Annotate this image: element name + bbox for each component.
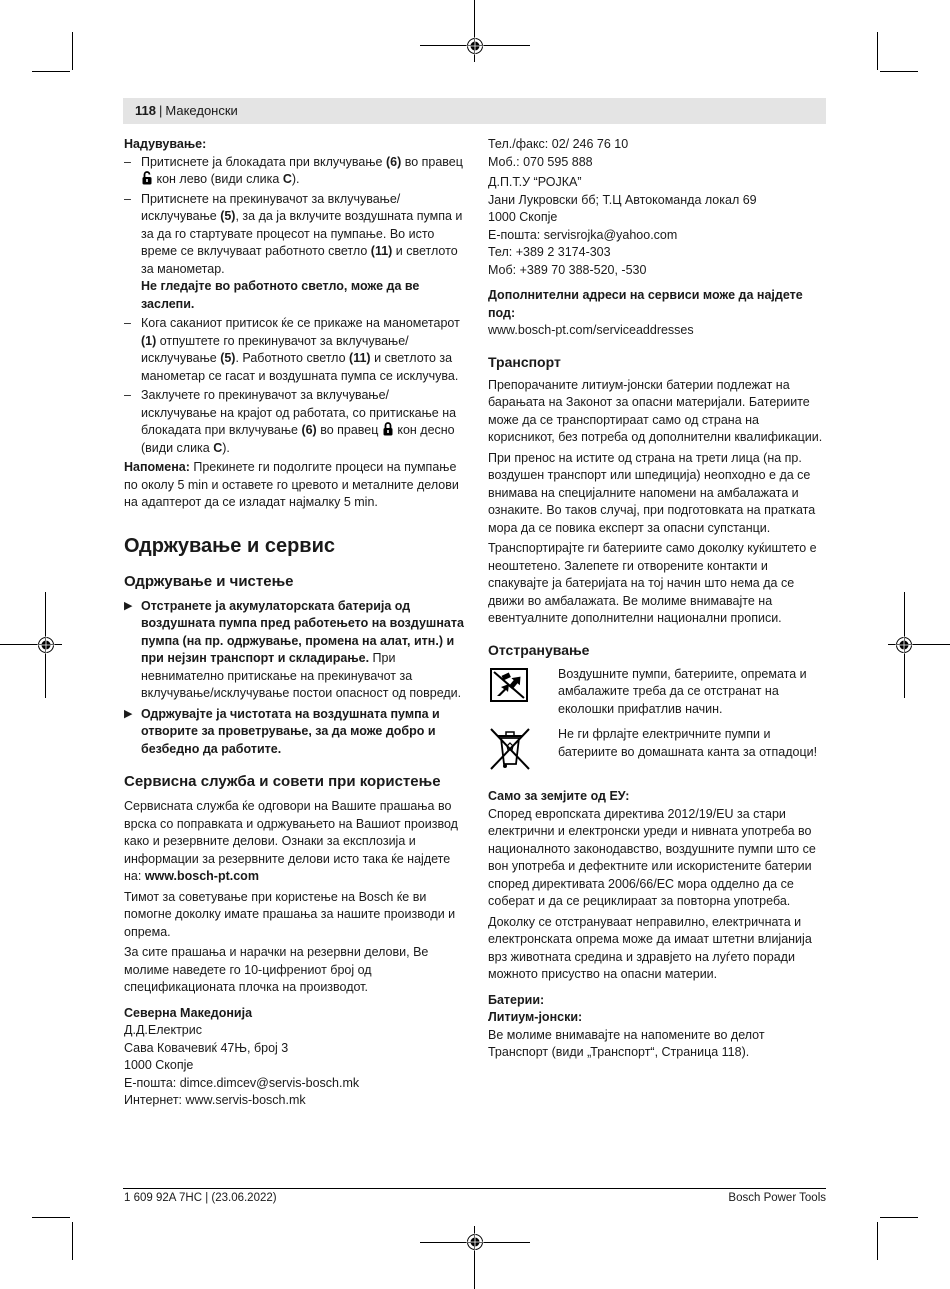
crop-mark	[880, 1217, 918, 1218]
left-column	[124, 136, 464, 1110]
inflating-title: Надувување:	[124, 137, 207, 151]
note-paragraph: Напомена: Прекинете ги подолгите процеси на пумпање по околу 5 min и оставете го цревото и металните делови на адаптерот да се изладат најмалку 5 min.	[124, 460, 459, 509]
disposal-row	[488, 726, 826, 770]
address-line: Д.Д.Електрис	[124, 1023, 202, 1037]
more-addresses-label: Дополнителни адреси на сервиси може да најдете под:	[488, 288, 803, 320]
service-paragraph: За сите прашања и нарачки на резервни делови, Ве молиме наведете го 10-цифрениот број од спецификационата плочка на производот.	[124, 945, 429, 994]
crop-mark	[877, 1222, 878, 1260]
service-link[interactable]: www.bosch-pt.com	[144, 869, 259, 883]
footer-document-id: 1 609 92A 7HC | (23.06.2022)	[124, 1192, 277, 1204]
crop-mark	[877, 32, 878, 70]
liion-paragraph: Ве молиме внимавајте на напомените во делот Транспорт (види „Транспорт“, Страница 118).	[488, 1027, 765, 1059]
address-line: Интернет: www.servis-bosch.mk	[124, 1093, 306, 1107]
registration-target-icon	[466, 37, 484, 55]
contact-line: 1000 Скопје	[488, 210, 558, 224]
crossed-wheelie-bin-icon	[488, 726, 532, 770]
recycling-packaging-icon	[488, 666, 532, 710]
footer-brand: Bosch Power Tools	[728, 1192, 826, 1204]
list-item: – Заклучете го прекинувачот за вклучување/исклучување на крајот од работата, со притискање на блокадата при вклучување (6) во правец кон десно (види слика C).	[124, 388, 457, 455]
lock-closed-icon	[383, 422, 393, 436]
eu-paragraph: Според европската директива 2012/19/EU за стари електрични и електронски уреди и нивната употреба во националното законодавство, воздушните пумпи што се вон употреба и дефектните или искористените батерии според директивата 2006/66/ЕС мора одделно да се соберат и да се рециклираат за повторна употреба.	[488, 806, 816, 908]
country-title: Северна Македонија	[124, 1005, 253, 1020]
eu-paragraph: Доколку се отстрануваат неправилно, електричната и електронската опрема може да имаат штетни влијанија врз животната средина и здравјето на луѓето поради можното присуство на опасни материи.	[488, 914, 812, 981]
warning-text: Не гледајте во работното светло, може да ве заслепи.	[141, 279, 420, 311]
cleaning-heading: Одржување и чистење	[124, 572, 294, 590]
maintenance-heading: Одржување и сервис	[124, 534, 335, 557]
batteries-label: Батерии:	[488, 992, 545, 1007]
disposal-text: Воздушните пумпи, батериите, опремата и амбалажите треба да се отстранат на еколошки прифатлив начин.	[558, 666, 807, 716]
transport-paragraph: Транспортирајте ги батериите само доколку куќиштето е неоштетено. Залепете ги отворените контакти и спакувајте ја батеријата на тој начин што нема да се движи во амбалажата. Ве молиме внимавајте на евентуалните дополнителни национални прописи.	[488, 541, 817, 625]
crop-mark	[880, 71, 918, 72]
registration-target-icon	[466, 1233, 484, 1251]
contact-line: Јани Лукровски бб; Т.Ц Автокоманда локал 69	[488, 192, 757, 207]
contact-block	[488, 136, 826, 171]
list-item: – Притиснете ја блокадата при вклучување (6) во правец кон лево (види слика C).	[124, 154, 463, 186]
address-line: E-пошта: dimce.dimcev@servis-bosch.mk	[124, 1075, 360, 1090]
address-line: Сава Ковачевиќ 47Њ, број 3	[124, 1040, 289, 1055]
page-header: 118 | Македонски	[123, 98, 826, 124]
contact-line: Тел./факс: 02/ 246 76 10	[488, 137, 629, 151]
crop-mark	[32, 1217, 70, 1218]
list-item: ▶ Отстранете ја акумулаторската батерија од воздушната пумпа пред работењето на воздушната пумпа (на пр. одржување, промена на алат, итн.) и при нејзин транспорт и складирање. При невнимателно притискање на прекинувачот за вклучување/исклучување постои опасност од повреди.	[124, 598, 464, 700]
contact-line: Моб.: 070 595 888	[488, 154, 593, 169]
footer-rule	[123, 1188, 826, 1189]
contact-line: Тел: +389 2 3174-303	[488, 245, 611, 259]
service-paragraph: Тимот за советување при користење на Bosch ќе ви помогне доколку имате прашања за нашите производи и опрема.	[124, 889, 456, 939]
service-heading: Сервисна служба и совети при користење	[124, 773, 441, 790]
list-item: ▶ Одржувајте ја чистотата на воздушната пумпа и отворите за проветрување, за да може добро и безбедно да работите.	[124, 706, 440, 756]
contact-block	[488, 174, 826, 279]
page-number: 118	[135, 103, 156, 118]
transport-heading: Транспорт	[488, 353, 561, 370]
disposal-heading: Отстранување	[488, 641, 590, 658]
right-column	[488, 136, 826, 1065]
transport-paragraph: При пренос на истите од страна на трети лица (на пр. воздушен транспорт или шпедиција) неопходно е да се внимава на специјалните напомени на амбалажата и ознаките. Во таков случај, при подготовката на пратката мора да се повика експерт за опасни супстанци.	[488, 450, 816, 535]
crop-mark	[72, 32, 73, 70]
lock-open-icon	[142, 171, 152, 185]
service-paragraph: Сервисната служба ќе одговори на Вашите прашања во врска со поправката и одржувањето на Вашиот производ како и резервните делови. Ознаки за експлозија и информации за резервните делови исто така ќе најдете на: www.bosch-pt.com	[124, 799, 458, 883]
contact-line: Моб: +389 70 388-520, -530	[488, 262, 647, 277]
transport-paragraph: Препорачаните литиум-јонски батерии подлежат на барањата на Законот за опасни материјали. Батериите може да се транспортираат само од страна на корисникот, без потреба од дополнителни квалификации.	[488, 377, 823, 444]
disposal-row	[488, 666, 826, 719]
eu-label: Само за земјите од ЕУ:	[488, 789, 630, 803]
crop-mark	[32, 71, 70, 72]
crop-mark	[72, 1222, 73, 1260]
address-line: 1000 Скопје	[124, 1058, 194, 1072]
contact-line: E-пошта: servisrojka@yahoo.com	[488, 227, 678, 242]
address-block	[124, 1022, 464, 1110]
disposal-text: Не ги фрлајте електричните пумпи и батериите во домашната канта за отпадоци!	[558, 727, 818, 759]
registration-target-icon	[37, 636, 55, 654]
header-language: Македонски	[165, 103, 238, 118]
contact-line: Д.П.Т.У “РОЈКА”	[488, 175, 582, 189]
registration-target-icon	[895, 636, 913, 654]
list-item: – Кога саканиот притисок ќе се прикаже на манометарот (1) отпуштете го прекинувачот за вклучување/исклучување (5). Работното светло (11) и светлото за манометар се гасат и воздушната пумпа се исклучува.	[124, 316, 460, 383]
list-item: – Притиснете на прекинувачот за вклучување/исклучување (5), за да ја вклучите воздушната пумпа и за да го стартувате процесот на пумпање. Во исто време се вклучуваат работното светло (11) и светлото за манометар. Не гледајте во работното светло, може да ве заслепи.	[124, 191, 464, 314]
liion-label: Литиум-јонски:	[488, 1010, 583, 1024]
more-addresses-link[interactable]: www.bosch-pt.com/serviceaddresses	[488, 323, 694, 337]
